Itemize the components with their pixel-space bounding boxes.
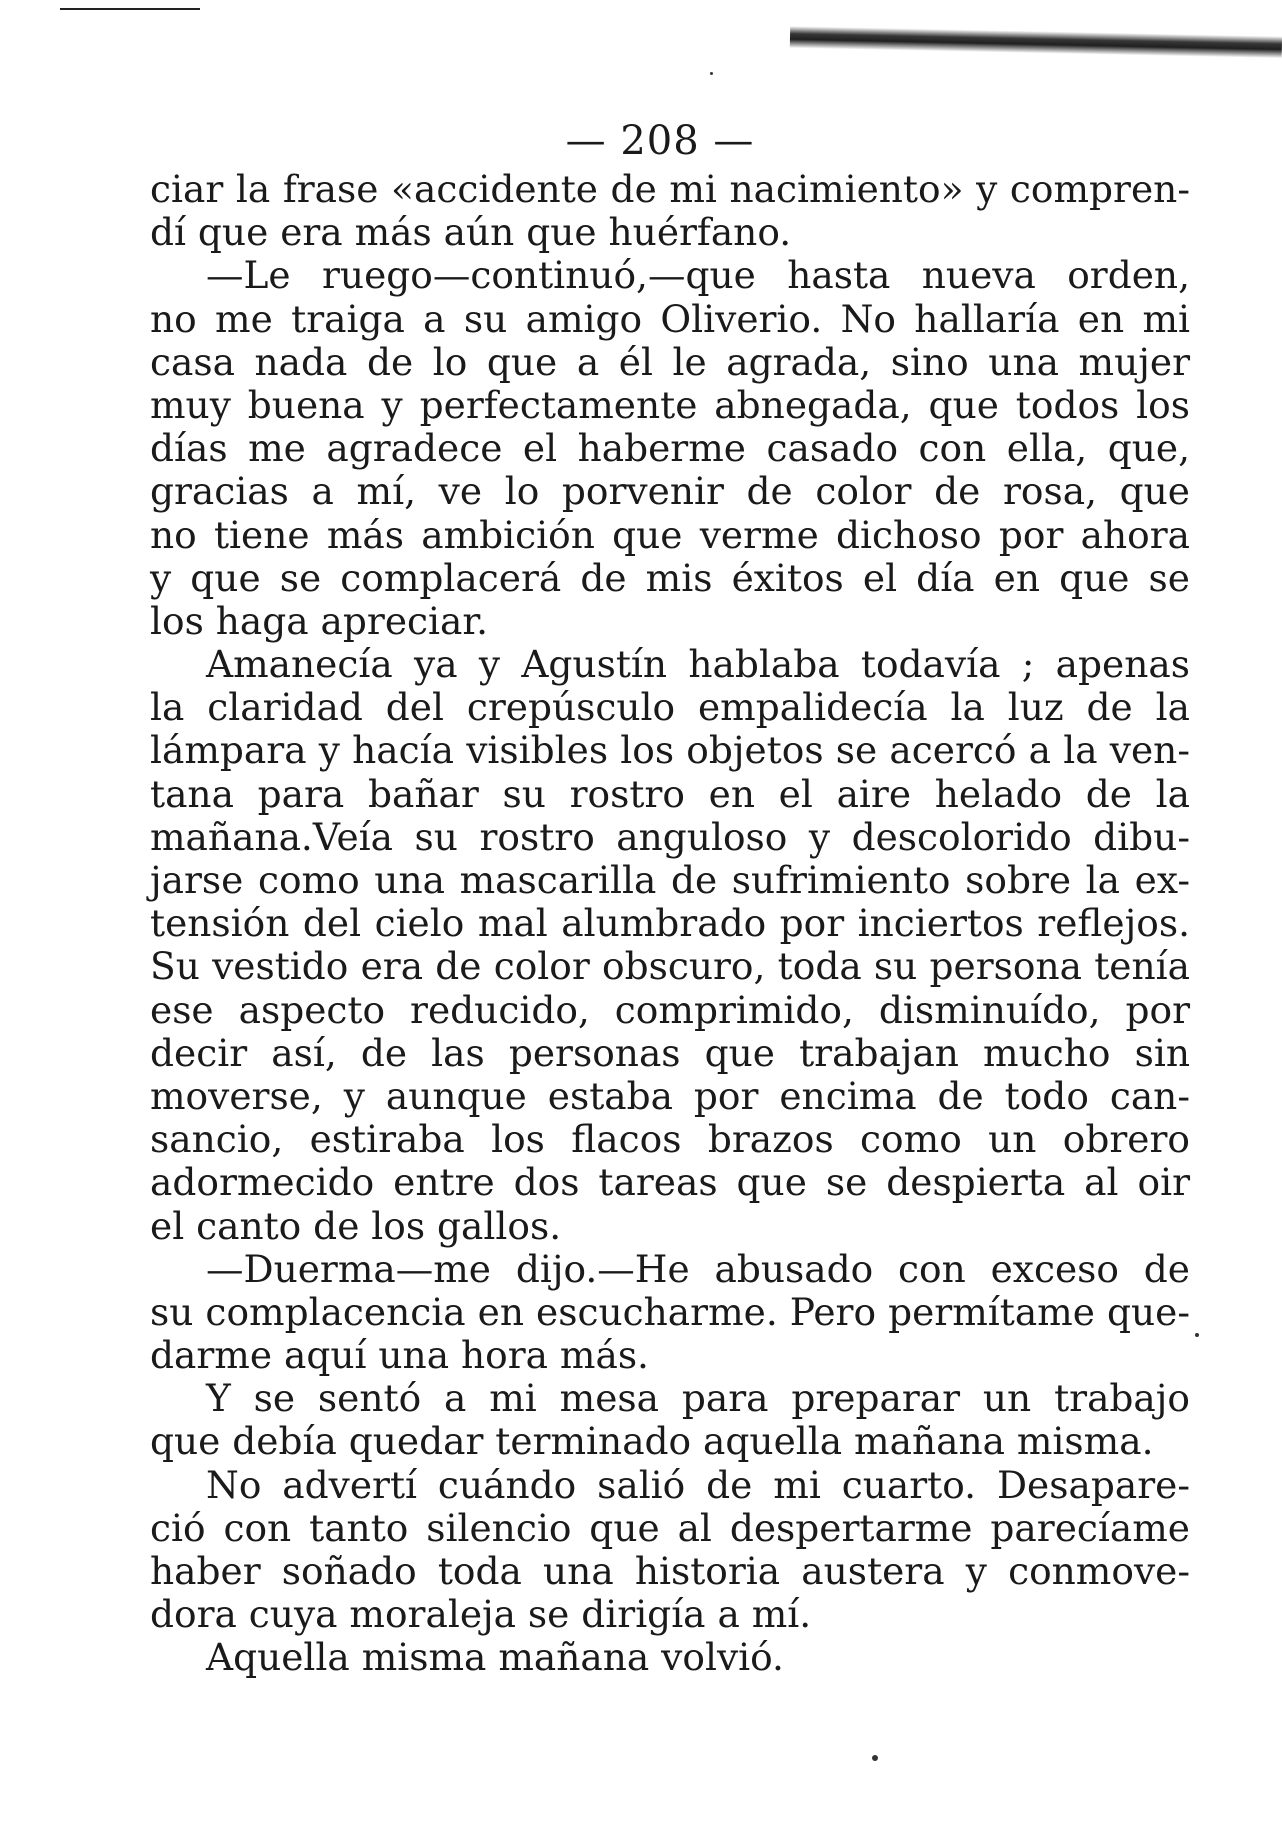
text-line: ese aspecto reducido, comprimido, disminuído, por [150,987,1190,1032]
scan-shadow-mark [790,26,1282,58]
text-line: dora cuya moraleja se dirigía a mí. [150,1592,812,1637]
text-line: Amanecía ya y Agustín hablaba todavía ; apenas [206,642,1190,687]
text-line: sancio, estiraba los flacos brazos como un obrero [150,1117,1190,1162]
text-line: Aquella misma mañana volvió. [206,1635,784,1680]
text-line: días me agradece el haberme casado con ella, que, [150,426,1190,471]
text-line: mañana.Veía su rostro anguloso y descolorido dibu- [150,814,1190,859]
text-line: el canto de los gallos. [150,1203,562,1248]
text-line: ciar la frase «accidente de mi nacimiento» y compren- [150,167,1190,211]
text-line: Su vestido era de color obscuro, toda su persona tenía [150,944,1190,989]
text-line: casa nada de lo que a él le agrada, sino una mujer [150,339,1190,384]
text-line: gracias a mí, ve lo porvenir de color de rosa, que [150,469,1190,514]
text-line: moverse, y aunque estaba por encima de todo can- [150,1073,1190,1118]
text-line: —Le ruego—continuó,—que hasta nueva orden, [206,253,1190,298]
text-line: los haga apreciar. [150,598,489,643]
text-line: adormecido entre dos tareas que se despierta al oir [150,1160,1190,1205]
text-line: lámpara y hacía visibles los objetos se acercó a la ven- [150,728,1190,773]
text-line: muy buena y perfectamente abnegada, que todos los [150,382,1190,427]
text-line: dí que era más aún que huérfano. [150,210,792,255]
text-line: haber soñado toda una historia austera y conmove- [150,1549,1190,1593]
text-line: su complacencia en escucharme. Pero permítame que- [150,1289,1190,1334]
text-line: no tiene más ambición que verme dichoso por ahora [150,512,1190,557]
scan-edge-mark [60,8,200,10]
text-line: tensión del cielo mal alumbrado por inciertos reflejos. [150,901,1190,946]
text-line: tana para bañar su rostro en el aire helado de la [150,771,1190,816]
text-line: Y se sentó a mi mesa para preparar un trabajo [206,1376,1190,1421]
print-speck [1195,1333,1199,1337]
text-line: darme aquí una hora más. [150,1333,649,1378]
text-line: No advertí cuándo salió de mi cuarto. Desapare- [206,1462,1190,1507]
page-number: — 208 — [565,118,755,164]
print-speck [710,72,713,75]
print-speck [872,1755,878,1761]
text-line: —Duerma—me dijo.—He abusado con exceso de [206,1246,1190,1291]
text-line: y que se complacerá de mis éxitos el día en que se [150,555,1190,600]
body-text [150,168,1190,1680]
text-line: no me traiga a su amigo Oliverio. No hallaría en mi [150,296,1190,341]
text-line: la claridad del crepúsculo empalidecía la luz de la [150,685,1190,730]
text-line: que debía quedar terminado aquella mañana misma. [150,1419,1154,1464]
text-line: jarse como una mascarilla de sufrimiento sobre la ex- [150,858,1190,902]
text-line: ció con tanto silencio que al despertarme parecíame [150,1505,1190,1550]
text-line: decir así, de las personas que trabajan mucho sin [150,1030,1190,1075]
